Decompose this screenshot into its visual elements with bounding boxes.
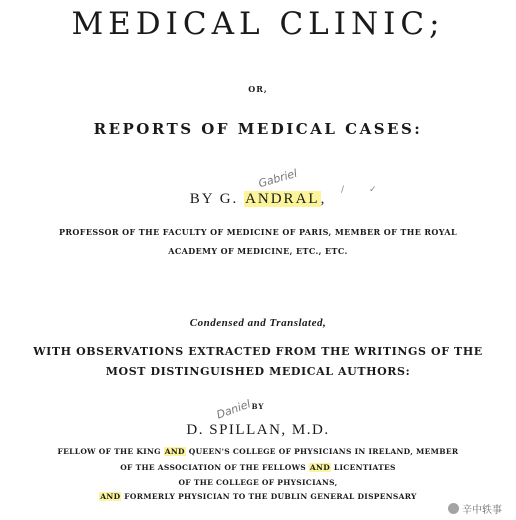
translator-credentials-line: OF THE ASSOCIATION OF THE FELLOWS AND LICENTIATES [120, 463, 396, 472]
book-title: MEDICAL CLINIC; [71, 6, 445, 42]
author-byline [0, 191, 516, 208]
translator-byline [0, 422, 516, 439]
observations-line: MOST DISTINGUISHED MEDICAL AUTHORS: [105, 365, 411, 378]
translator-by: BY [251, 402, 265, 411]
highlighted-and: AND [100, 492, 121, 501]
wechat-icon [448, 503, 459, 514]
pencil-mark: / [341, 185, 345, 195]
author-name: ANDRAL [245, 191, 320, 207]
handwritten-annotation-gabriel: Gabriel [256, 166, 299, 191]
translator-credentials-line: AND FORMERLY PHYSICIAN TO THE DUBLIN GENERAL DISPENSARY [100, 492, 417, 501]
or-connector: OR, [248, 84, 268, 94]
pencil-mark: ✓ [369, 185, 377, 195]
highlighted-and: AND [309, 463, 331, 472]
watermark-text: 辛中轶事 [462, 505, 502, 516]
translator-initial: D. [186, 422, 204, 438]
translator-credentials-line: FELLOW OF THE KING AND QUEEN'S COLLEGE OF PHYSICIANS IN IRELAND, MEMBER [57, 447, 459, 456]
book-subtitle: REPORTS OF MEDICAL CASES: [93, 120, 423, 138]
watermark [448, 501, 502, 516]
condensed-translated-heading: Condensed and Translated, [189, 317, 327, 329]
byline-by: BY G. [189, 191, 239, 207]
handwritten-annotation-daniel: Daniel [214, 397, 253, 422]
byline-punct: , [320, 191, 327, 207]
library-stamp [302, 506, 442, 520]
translator-credentials-line: OF THE COLLEGE OF PHYSICIANS, [178, 478, 338, 487]
highlighted-and: AND [164, 447, 185, 456]
translator-name: SPILLAN, M.D. [209, 422, 330, 438]
observations-line: WITH OBSERVATIONS EXTRACTED FROM THE WRITINGS OF THE [33, 345, 483, 358]
author-credentials-line: PROFESSOR OF THE FACULTY OF MEDICINE OF PARIS, MEMBER OF THE ROYAL [58, 227, 458, 237]
author-credentials-line: ACADEMY OF MEDICINE, ETC., ETC. [168, 246, 348, 256]
